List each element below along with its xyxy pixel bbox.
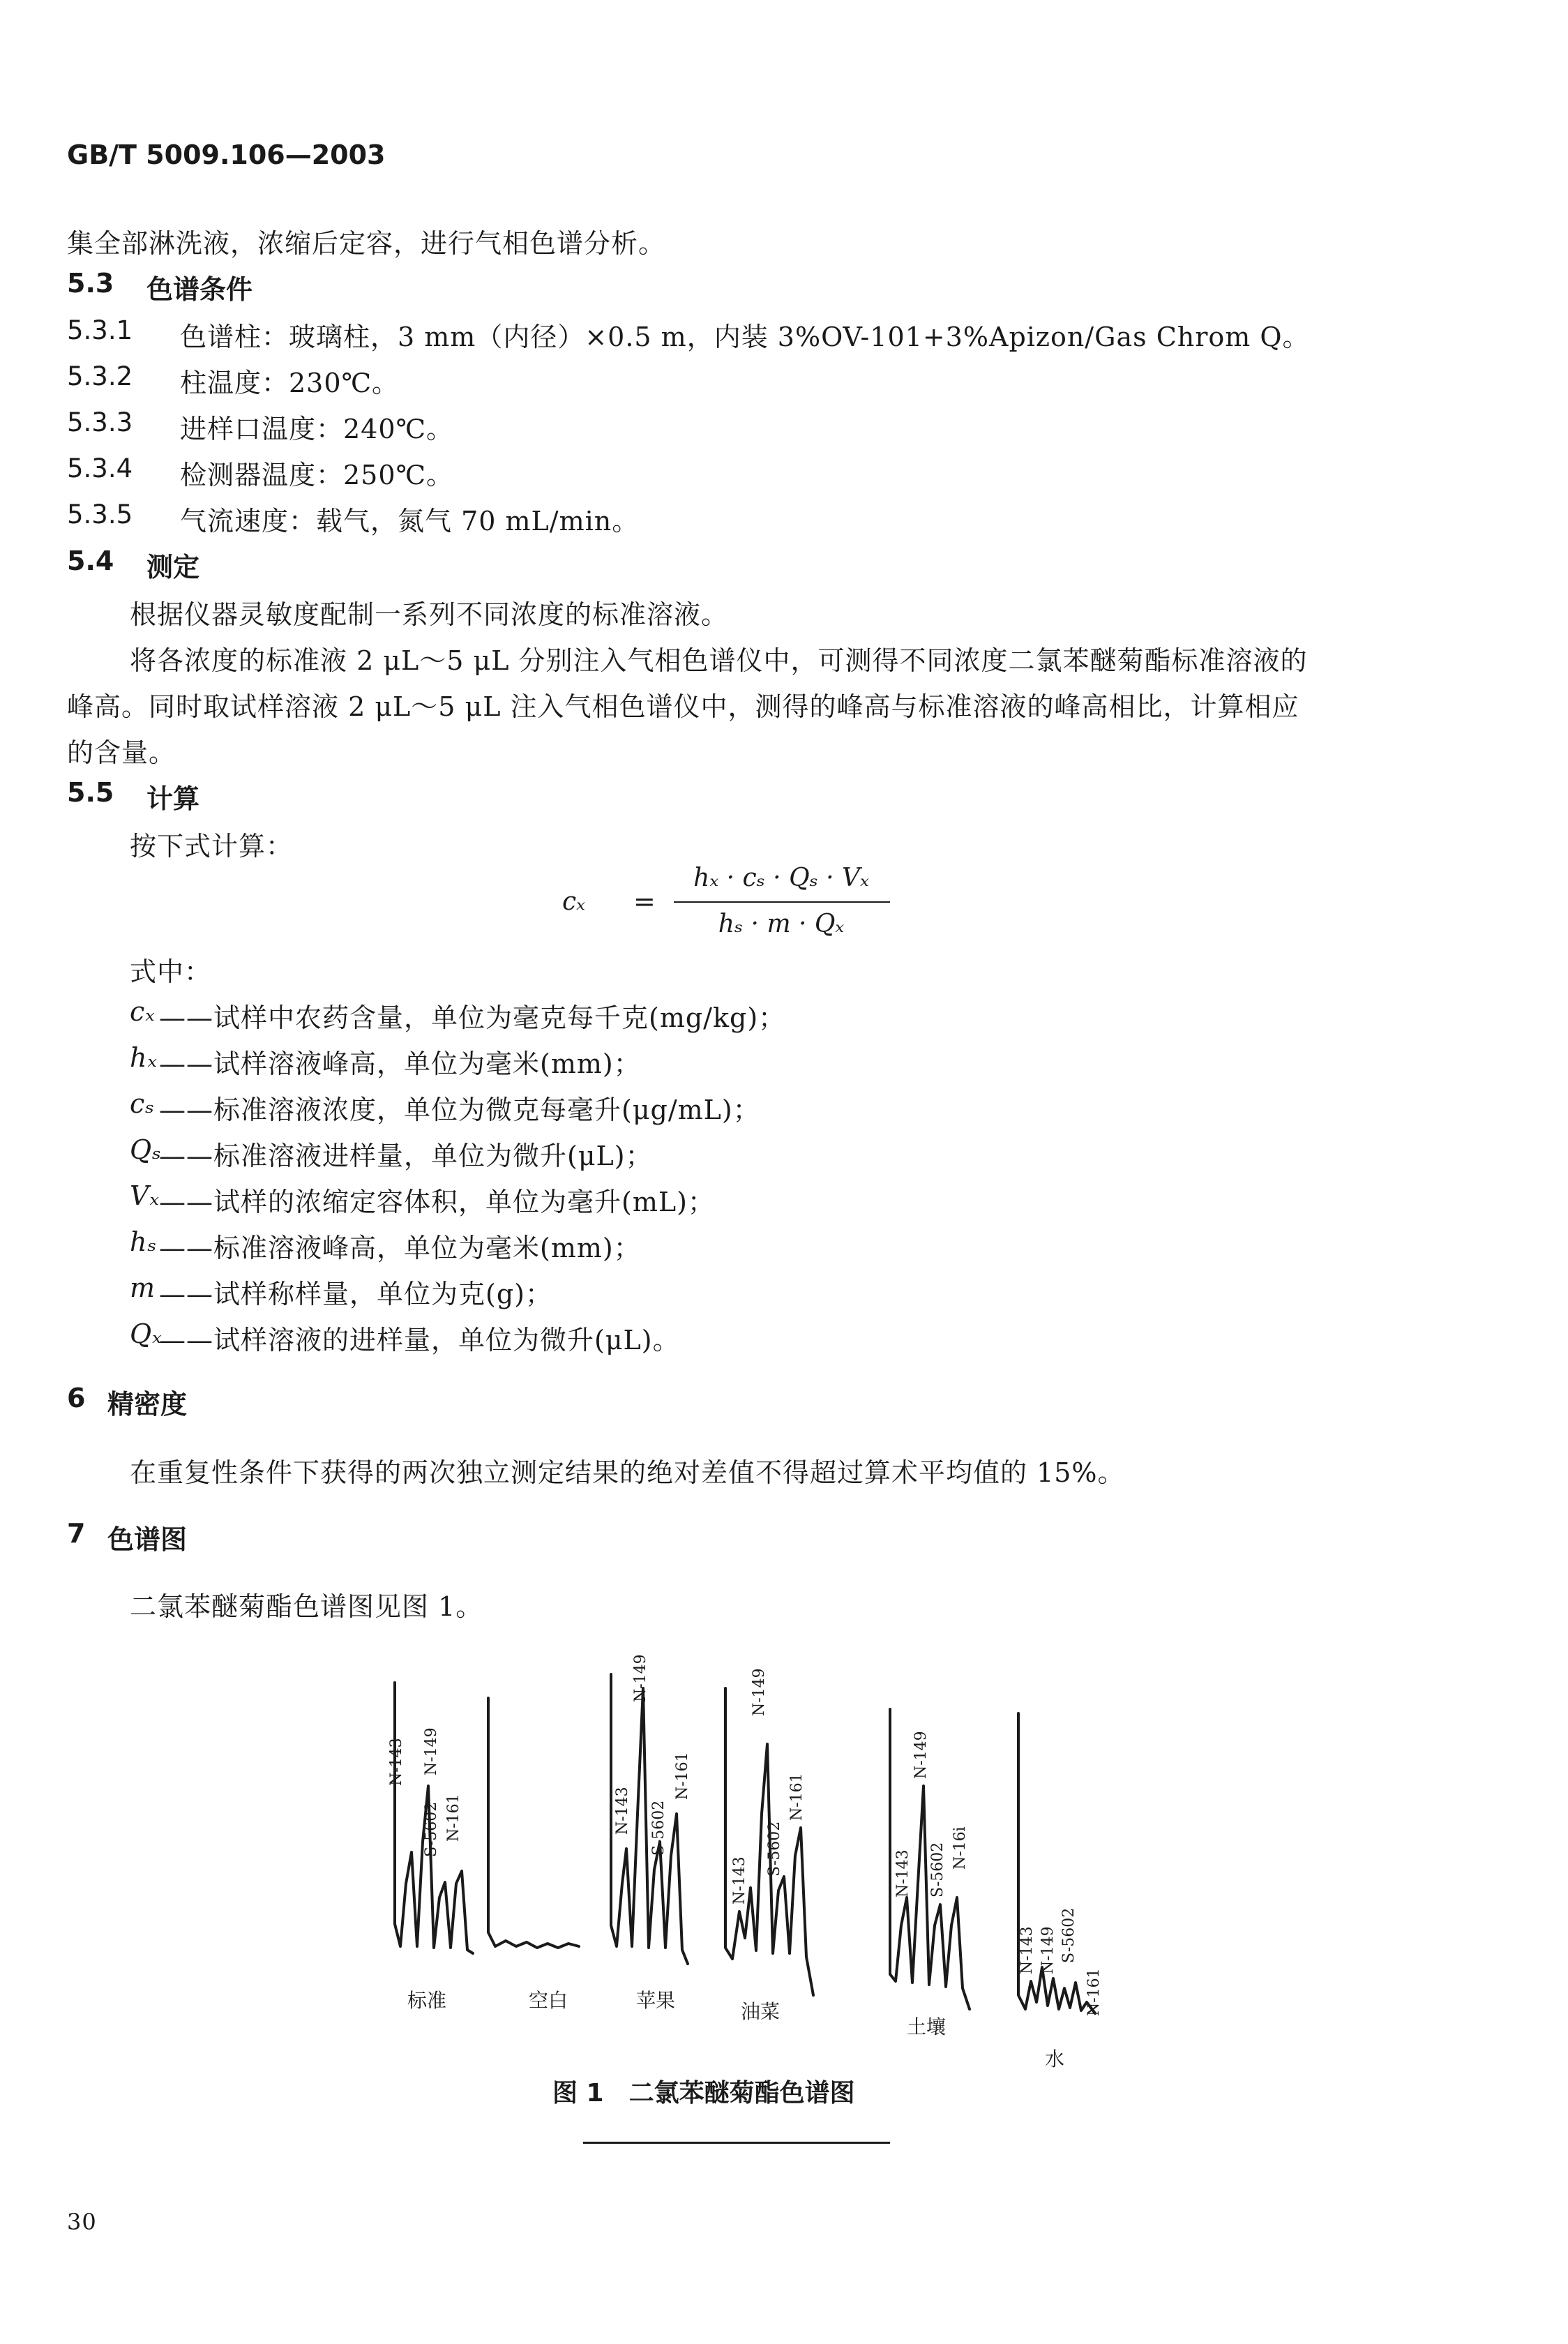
section-6-number: 6 bbox=[67, 1383, 86, 1413]
para-5-4-b-line1: 将各浓度的标准液 2 μL～5 μL 分别注入气相色谱仪中，可测得不同浓度二氯苯醚菊酯标准溶液的 bbox=[130, 645, 1308, 676]
def-text: ——标准溶液进样量，单位为微升(μL)； bbox=[159, 1141, 653, 1171]
section-5-3-2-text: 柱温度：230℃。 bbox=[180, 368, 400, 398]
def-symbol: m bbox=[130, 1272, 156, 1303]
peak-label-soil-s5602: S-5602 bbox=[929, 1842, 947, 1898]
def-text: ——试样溶液的进样量，单位为微升(μL)。 bbox=[159, 1325, 680, 1355]
section-7-title: 色谱图 bbox=[107, 1524, 188, 1555]
peak-label-std-s5602: S-5602 bbox=[423, 1801, 440, 1857]
sample-label-apple: 苹果 bbox=[636, 1989, 676, 2012]
sample-label-blank: 空白 bbox=[529, 1989, 568, 2012]
para-5-4-a: 根据仪器灵敏度配制一系列不同浓度的标准溶液。 bbox=[130, 599, 729, 630]
section-5-3-number: 5.3 bbox=[67, 268, 114, 299]
section-7-number: 7 bbox=[67, 1518, 86, 1549]
def-symbol: hₓ bbox=[130, 1042, 158, 1073]
para-7: 二氯苯醚菊酯色谱图见图 1。 bbox=[130, 1591, 483, 1622]
section-5-4-title: 测定 bbox=[146, 552, 200, 583]
section-5-5-title: 计算 bbox=[146, 783, 200, 814]
def-text: ——试样溶液峰高，单位为毫米(mm)； bbox=[159, 1049, 641, 1079]
def-symbol: Vₓ bbox=[130, 1180, 160, 1211]
end-rule bbox=[583, 2142, 890, 2144]
def-symbol: cₓ bbox=[130, 996, 156, 1027]
figure-caption: 图 1 二氯苯醚菊酯色谱图 bbox=[552, 2079, 855, 2108]
peak-label-apple-s5602: S-5602 bbox=[650, 1800, 668, 1856]
para-6: 在重复性条件下获得的两次独立测定结果的绝对差值不得超过算术平均值的 15%。 bbox=[130, 1457, 1125, 1488]
peak-label-soil-n16i: N-16i bbox=[951, 1826, 969, 1870]
peak-label-rape-s5602: S-5602 bbox=[766, 1821, 783, 1877]
para-5-5: 按下式计算： bbox=[130, 831, 294, 862]
peak-label-std-n161: N-161 bbox=[445, 1794, 462, 1842]
trace-blank bbox=[488, 1698, 579, 1948]
page-number: 30 bbox=[67, 2209, 97, 2235]
continuation-line: 集全部淋洗液，浓缩后定容，进行气相色谱分析。 bbox=[67, 228, 666, 259]
peak-label-std-n143: N-143 bbox=[388, 1738, 405, 1786]
para-5-4-b-line3: 的含量。 bbox=[67, 737, 176, 768]
section-5-3-2-number: 5.3.2 bbox=[67, 361, 133, 391]
peak-label-water-n149: N-149 bbox=[1039, 1926, 1057, 1974]
peak-label-std-n149: N-149 bbox=[423, 1727, 440, 1775]
section-5-3-3-number: 5.3.3 bbox=[67, 407, 133, 437]
section-6-title: 精密度 bbox=[107, 1389, 188, 1420]
formula-equals: = bbox=[633, 886, 656, 917]
section-5-5-number: 5.5 bbox=[67, 777, 114, 808]
sample-label-soil: 土壤 bbox=[907, 2015, 947, 2038]
section-5-3-4-number: 5.3.4 bbox=[67, 453, 133, 483]
section-5-3-4-text: 检测器温度：250℃。 bbox=[180, 460, 454, 490]
peak-label-soil-n149: N-149 bbox=[912, 1731, 930, 1779]
def-text: ——试样称样量，单位为克(g)； bbox=[159, 1279, 552, 1309]
peak-label-water-n161: N-161 bbox=[1085, 1968, 1103, 2016]
def-text: ——试样的浓缩定容体积，单位为毫升(mL)； bbox=[159, 1187, 715, 1217]
section-5-3-1-number: 5.3.1 bbox=[67, 315, 133, 345]
section-5-3-title: 色谱条件 bbox=[146, 274, 253, 305]
peak-label-rape-n149: N-149 bbox=[751, 1668, 768, 1716]
section-5-4-number: 5.4 bbox=[67, 546, 114, 576]
where-label: 式中： bbox=[130, 956, 212, 987]
peak-label-apple-n161: N-161 bbox=[674, 1752, 691, 1800]
peak-label-rape-n161: N-161 bbox=[788, 1773, 806, 1821]
para-5-4-b-line2: 峰高。同时取试样溶液 2 μL～5 μL 注入气相色谱仪中，测得的峰高与标准溶液的峰高相比，计算相应 bbox=[67, 691, 1299, 722]
def-text: ——标准溶液浓度，单位为微克每毫升(μg/mL)； bbox=[159, 1095, 760, 1125]
def-symbol: Qₓ bbox=[130, 1318, 163, 1349]
def-symbol: hₛ bbox=[130, 1226, 158, 1257]
sample-label-rape: 油菜 bbox=[741, 2000, 781, 2023]
peak-label-water-n143: N-143 bbox=[1018, 1926, 1036, 1974]
peak-label-rape-n143: N-143 bbox=[731, 1856, 748, 1904]
def-text: ——标准溶液峰高，单位为毫米(mm)； bbox=[159, 1233, 641, 1263]
section-5-3-1-text: 色谱柱：玻璃柱，3 mm（内径）×0.5 m，内装 3%OV-101+3%Apizon/Gas Chrom Q。 bbox=[180, 322, 1310, 352]
peak-label-apple-n143: N-143 bbox=[614, 1787, 631, 1835]
formula-lhs: cₓ bbox=[562, 887, 585, 916]
formula-denominator: hₛ · m · Qₓ bbox=[718, 910, 845, 938]
section-5-3-3-text: 进样口温度：240℃。 bbox=[180, 414, 454, 444]
formula-numerator: hₓ · cₛ · Qₛ · Vₓ bbox=[693, 864, 869, 892]
section-5-3-5-number: 5.3.5 bbox=[67, 499, 133, 529]
sample-label-water: 水 bbox=[1045, 2048, 1065, 2071]
peak-label-apple-n149: N-149 bbox=[632, 1654, 649, 1702]
peak-label-soil-n143: N-143 bbox=[894, 1849, 912, 1898]
def-symbol: cₛ bbox=[130, 1088, 156, 1119]
peak-label-water-s5602: S-5602 bbox=[1060, 1907, 1078, 1963]
def-symbol: Qₛ bbox=[130, 1134, 162, 1165]
section-5-3-5-text: 气流速度：载气，氮气 70 mL/min。 bbox=[180, 506, 640, 536]
standard-code: GB/T 5009.106—2003 bbox=[67, 140, 386, 170]
sample-label-standard: 标准 bbox=[407, 1989, 447, 2012]
def-text: ——试样中农药含量，单位为毫克每千克(mg/kg)； bbox=[159, 1002, 786, 1033]
